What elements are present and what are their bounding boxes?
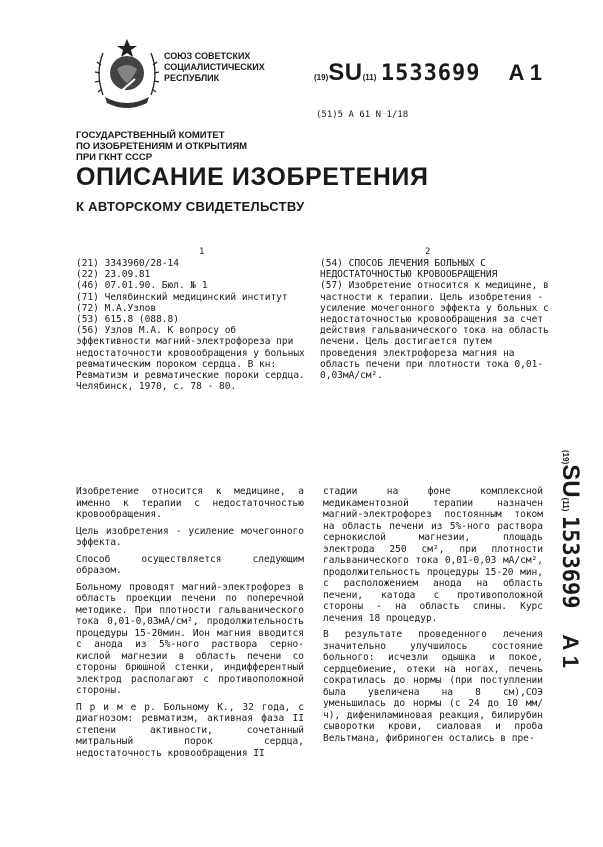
org-line: РЕСПУБЛИК — [164, 73, 220, 83]
org-line: СОЮЗ СОВЕТСКИХ — [164, 51, 251, 61]
biblio-entry: (71) Челябинский медицинский институт — [76, 291, 288, 303]
committee-line: ГОСУДАРСТВЕННЫЙ КОМИТЕТ — [76, 130, 225, 141]
side-patent-number-text: 1533699 — [557, 515, 582, 609]
biblio-entry: (56) Узлов М.А. К вопросу об эффективности магний-электрофореза при недостаточности кровообращения у больных ревматическим пороком сердца. В кн: Ревматизм и ревматические пороки сердца. Челябинск, 1970, с. 78 - 80. — [76, 325, 305, 393]
paragraph: стадии на фоне комплексной медикаментозной терапии назначен магний-электрофорез постоянным током на область печени из 5%-ного раствора сернокислой магнезии, площадь электрода 250 см², при плотности гальванического тока 0,01-0,03 мА/см², продолжительность процедуры 15-20 мин, с расположением анода на область печени, катода с противоположной стороны - на область спины. Курс лечения 18 процедур. — [323, 486, 543, 624]
committee-line: ПО ИЗОБРЕТЕНИЯМ И ОТКРЫТИЯМ — [76, 141, 248, 152]
paragraph: П р и м е р. Больному К., 32 года, с диагнозом: ревматизм, активная фаза II степени активности, сочетанный митральный порок сердца, недостаточность кровообращения II — [76, 701, 304, 759]
state-emblem-icon — [93, 35, 161, 113]
description-column-left — [76, 486, 304, 759]
country-code: SU — [328, 59, 363, 86]
description-column-right — [323, 486, 543, 744]
biblio-entry: (46) 07.01.90. Бюл. № 1 — [76, 280, 208, 292]
paragraph: Способ осуществляется следующим образом. — [76, 553, 304, 576]
biblio-entry: (72) М.А.Узлов — [76, 302, 157, 314]
committee-block — [76, 130, 247, 163]
biblio-entry: (53) 615.8 (088.8) — [76, 314, 179, 326]
biblio-entry: (22) 23.09.81 — [76, 269, 151, 281]
side-inid-code-11: (11) — [561, 497, 570, 512]
column-number-right: 2 — [425, 247, 431, 257]
invention-title: (54) СПОСОБ ЛЕЧЕНИЯ БОЛЬНЫХ С НЕДОСТАТОЧНОСТЬЮ КРОВООБРАЩЕНИЯ — [320, 258, 498, 281]
org-line: СОЦИАЛИСТИЧЕСКИХ — [164, 62, 265, 72]
ipc-classification: (51)5 A 61 N 1/18 — [316, 110, 409, 120]
biblio-entry: (21) 3343960/28-14 — [76, 258, 179, 269]
side-country-code: SU — [557, 464, 584, 498]
paragraph: Больному проводят магний-электрофорез в область проекции печени по поперечной методике. При плотности гальванического тока 0,01-0,03мА/см², продолжительность процедуры 15-20мин. Ион магния вводится с анода из 5%-ного раствора серно-кислой магнезии в область печени со стороны брюшной стенки, индифферентный электрод располагают с противоположной стороны. — [76, 581, 304, 696]
side-inid-code-19: (19) — [561, 450, 570, 465]
abstract-block — [320, 258, 552, 381]
bibliographic-data — [76, 258, 308, 392]
paragraph: Изобретение относится к медицине, а именно к терапии с недостаточностью кровообращения. — [76, 486, 304, 520]
abstract-text: (57) Изобретение относится к медицине, в частности к терапии. Цель изобретения - усиление мочегонного эффекта у больных с недостаточностью кровообращения за счет действия гальванического тока на область печени. Цель достигается путем проведения электрофореза магния на область печени при плотности тока 0,01-0,03мА/см². — [320, 280, 549, 382]
side-kind-code: A 1 — [558, 634, 583, 668]
paragraph: Цель изобретения - усиление мочегонного эффекта. — [76, 525, 304, 548]
paragraph: В результате проведенного лечения значительно улучшилось состояние больного: исчезли одышка и покое, сердцебиение, отеки на ногах, печень сократилась до нормы (при поступлении была увеличена на 8 см),СОЭ уменьшилась до нормы (с 24 до 10 мм/ч), дифениламиновая реакция, билирубин сыворотки крови, сиаловая и проба Вельтмана, фибриноген остались в пре- — [323, 629, 543, 744]
committee-line: ПРИ ГКНТ СССР — [76, 152, 153, 163]
patent-header — [314, 59, 542, 87]
document-title: ОПИСАНИЕ ИЗОБРЕТЕНИЯ — [76, 163, 429, 191]
ussr-org-block — [164, 51, 265, 84]
inid-code-11: (11) — [362, 73, 377, 82]
patent-number: 1533699 — [380, 61, 481, 86]
side-patent-number — [548, 450, 592, 800]
inid-code-19: (19) — [314, 73, 329, 82]
document-subtitle: К АВТОРСКОМУ СВИДЕТЕЛЬСТВУ — [76, 199, 305, 214]
column-number-left: 1 — [199, 247, 205, 257]
kind-code: A 1 — [508, 60, 542, 85]
